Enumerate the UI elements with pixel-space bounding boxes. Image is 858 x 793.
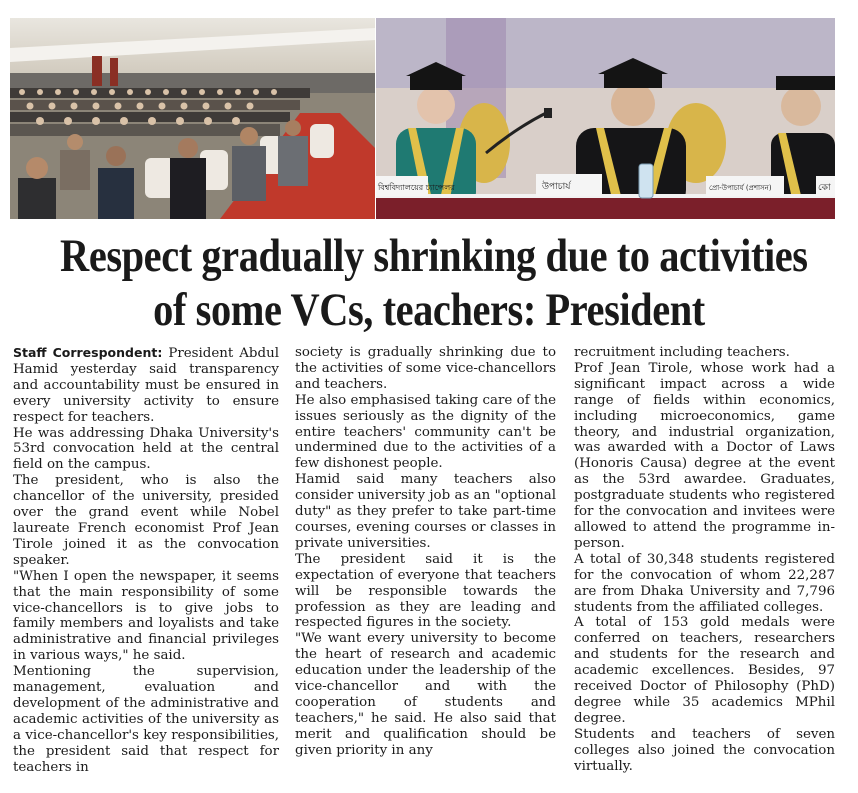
paragraph: He also emphasised taking care of the issues seriously as the dignity of the entire teachers' community can't be undermined due to the activities of a few dishonest people. <box>295 392 556 472</box>
dais-illustration <box>376 18 835 219</box>
paragraph-text: President Abdul Hamid yesterday said transparency and accountability must be ensured in every university activity to ensure respect for teachers. <box>13 346 279 425</box>
byline: Staff Correspondent: <box>13 345 163 360</box>
paragraph <box>13 345 279 426</box>
paragraph: society is gradually shrinking due to the activities of some vice-chancellors and teachers. <box>295 345 556 392</box>
article-column-1 <box>13 345 279 775</box>
paragraph: Hamid said many teachers also consider university job as an "optional duty" as they prefer to take part-time courses, evening courses or classes in private universities. <box>295 472 556 551</box>
nameplate-pro-vc: প্রো-উপাচার্য (প্রশাসন) <box>709 184 772 192</box>
nameplate-partial: কো <box>818 183 831 193</box>
paragraph: A total of 153 gold medals were conferred on teachers, researchers and students for the research and academic excellences. Besides, 97 received Doctor of Philosophy (PhD) degree while 35 academics MPhil degree. <box>574 615 835 726</box>
photo-audience <box>10 18 375 219</box>
nameplate-vc: উপাচার্য <box>542 182 571 192</box>
headline-line-1: Respect gradually shrinking due to activities <box>60 230 808 282</box>
paragraph: A total of 30,348 students registered for the convocation of whom 22,287 are from Dhaka University and 7,796 students from the affiliated colleges. <box>574 551 835 615</box>
paragraph: The president, who is also the chancellor of the university, presided over the grand event while Nobel laureate French economist Prof Jean Tirole joined it as the convocation speaker. <box>13 473 279 568</box>
paragraph: Prof Jean Tirole, whose work had a significant impact across a wide range of fields within economics, including microeconomics, game theory, and industrial organization, was awarded with a Doctor of Laws (Honoris Causa) degree at the event as the 53rd awardee. Graduates, postgraduate students who registered for the convocation and invitees were allowed to attend the programme in-person. <box>574 360 835 551</box>
article-column-2 <box>295 345 556 759</box>
paragraph: The president said it is the expectation of everyone that teachers will be responsible towards the profession as they are leading and respected figures in the society. <box>295 551 556 631</box>
nameplate-chancellor: বিশ্ববিদ্যালয়ের চ্যান্সেলর <box>378 183 455 192</box>
photo-dais <box>376 18 835 219</box>
paragraph: He was addressing Dhaka University's 53rd convocation held at the central field on the campus. <box>13 425 279 473</box>
audience-illustration <box>10 18 375 219</box>
paragraph: "When I open the newspaper, it seems that the main responsibility of some vice-chancellors is to give jobs to family members and loyalists and take administrative and financial privileges in various ways," he said. <box>13 568 279 664</box>
paragraph: "We want every university to become the heart of research and academic education under the leadership of the vice-chancellor and with the cooperation of students and teachers," he said. He also said that merit and qualification should be given priority in any <box>295 631 556 758</box>
paragraph: Students and teachers of seven colleges also joined the convocation virtually. <box>574 726 835 774</box>
paragraph: Mentioning the supervision, management, evaluation and development of the administrative and academic activities of the university as a vice-chancellor's key responsibilities, the president said that respect for teachers in <box>13 664 279 775</box>
headline-line-2: of some VCs, teachers: President <box>153 284 705 336</box>
article-column-3 <box>574 345 835 774</box>
paragraph: recruitment including teachers. <box>574 345 790 360</box>
